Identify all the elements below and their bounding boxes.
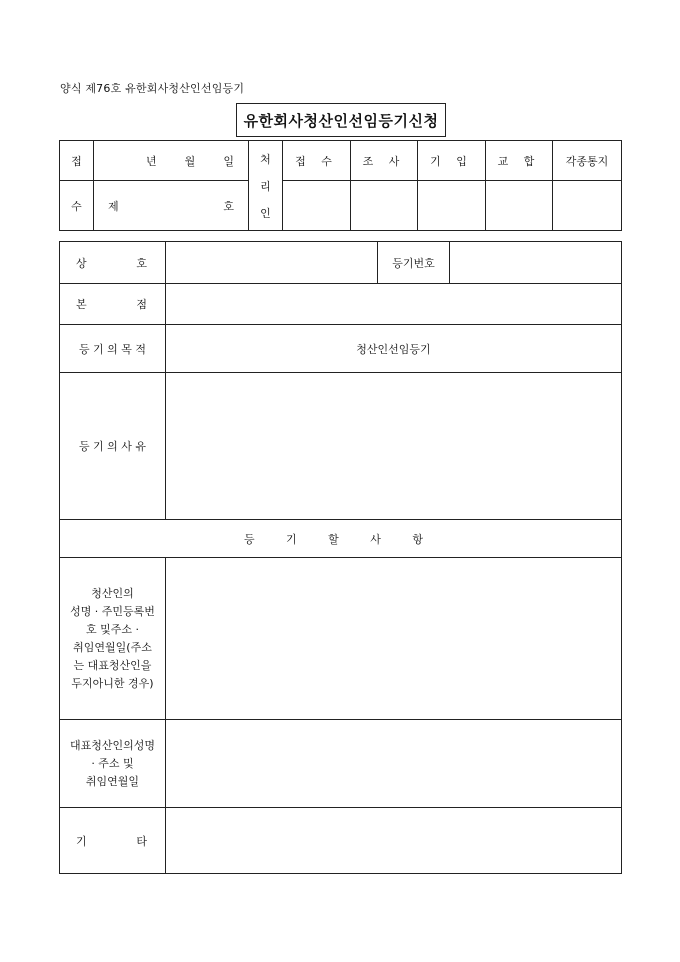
registration-purpose-label: 등 기 의 목 적 (60, 325, 166, 373)
head-office-label: 본 점 (60, 284, 166, 325)
head-office-field[interactable] (166, 284, 622, 325)
notices-sign-cell[interactable] (553, 181, 622, 231)
col-header-notices: 각종통지 (553, 141, 622, 181)
month-label: 월 (184, 154, 196, 168)
handler-label: 처 리 인 (249, 141, 283, 231)
entry-sign-cell[interactable] (418, 181, 486, 231)
form-title: 유한회사청산인선임등기신청 (236, 103, 446, 137)
jeop-label: 접 (60, 141, 94, 181)
date-cell[interactable] (94, 141, 249, 181)
registration-number-label: 등기번호 (378, 242, 450, 284)
registration-purpose-value: 청산인선임등기 (166, 325, 622, 373)
registration-reason-field[interactable] (166, 373, 622, 520)
form-number-label: 양식 제76호 유한회사청산인선임등기 (60, 82, 245, 95)
representative-liquidator-field[interactable] (166, 720, 622, 808)
representative-liquidator-label: 대표청산인의성명 · 주소 및 취임연월일 (60, 720, 166, 808)
reception-table (59, 140, 622, 231)
col-header-entry: 기 입 (418, 141, 486, 181)
trade-name-field[interactable] (166, 242, 378, 284)
col-header-verification: 교 합 (486, 141, 553, 181)
ho-label: 호 (223, 199, 234, 213)
trade-name-label: 상 호 (60, 242, 166, 284)
registration-matters-header: 등 기 할 사 항 (60, 520, 622, 558)
je-label: 제 (108, 199, 119, 213)
day-label: 일 (223, 154, 234, 168)
application-table (59, 241, 622, 874)
liquidator-info-field[interactable] (166, 558, 622, 720)
col-header-inspection: 조 사 (351, 141, 418, 181)
col-header-receipt: 접 수 (283, 141, 351, 181)
receipt-sign-cell[interactable] (283, 181, 351, 231)
inspection-sign-cell[interactable] (351, 181, 418, 231)
registration-number-field[interactable] (450, 242, 622, 284)
other-field[interactable] (166, 808, 622, 874)
verification-sign-cell[interactable] (486, 181, 553, 231)
year-label: 년 (146, 154, 157, 168)
receipt-number-cell[interactable] (94, 181, 249, 231)
liquidator-info-label: 청산인의 성명 · 주민등록번 호 및주소 · 취임연월일(주소 는 대표청산인을 두지아니한 경우) (60, 558, 166, 720)
registration-reason-label: 등 기 의 사 유 (60, 373, 166, 520)
other-label: 기 타 (60, 808, 166, 874)
su-label: 수 (60, 181, 94, 231)
